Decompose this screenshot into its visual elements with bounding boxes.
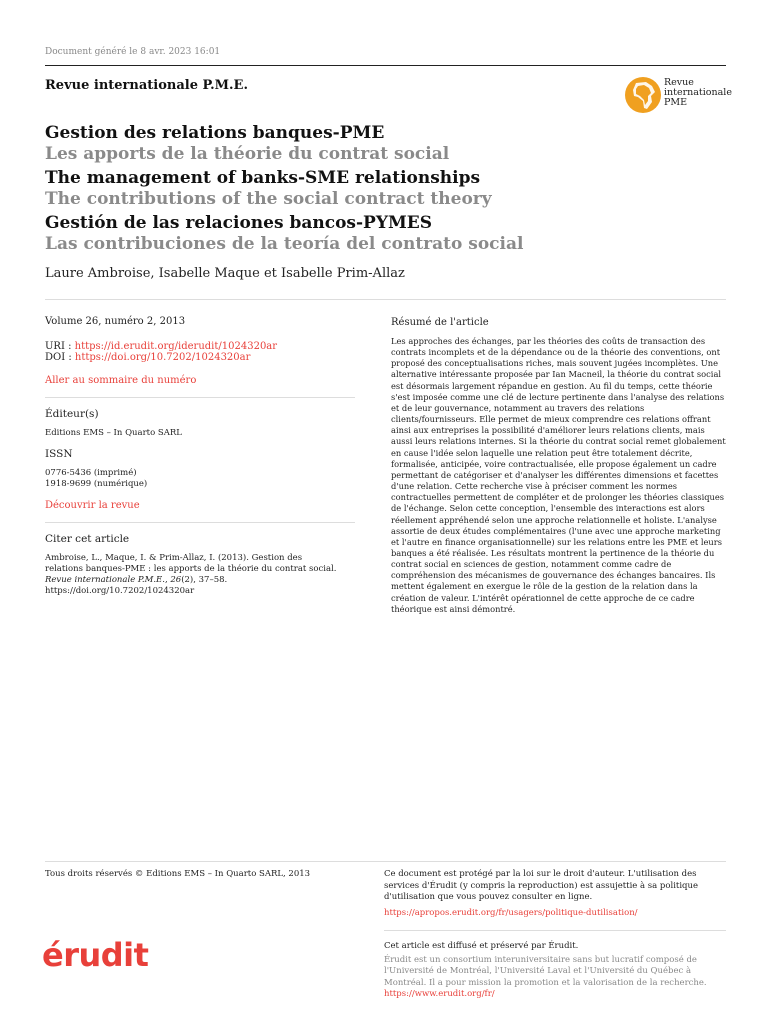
title-fr: Gestion des relations banques-PME [45, 123, 385, 143]
article-info [45, 316, 355, 597]
footer-rule-right [384, 930, 726, 931]
subtitle-fr: Les apports de la théorie du contrat social [45, 144, 450, 164]
citation: Ambroise, L., Maque, I. & Prim-Allaz, I. (2013). Gestion des relations banques-PME : les apports de la théorie du contrat social. Revue internationale P.M.E., 26(2), 37–58. https://doi.org/10.7202/1024320ar [45, 553, 337, 596]
title-en: The management of banks-SME relationships [45, 168, 481, 188]
rights-notice: Tous droits réservés © Editions EMS – In Quarto SARL, 2013 [45, 869, 311, 879]
doi-link[interactable]: https://doi.org/10.7202/1024320ar [74, 352, 251, 363]
abstract-section [391, 317, 729, 615]
doi-line: DOI : https://doi.org/10.7202/1024320ar [45, 352, 251, 363]
uri-line: URI : https://id.erudit.org/iderudit/1024320ar [45, 341, 278, 352]
header-rule [45, 65, 726, 66]
discover-link[interactable]: Découvrir la revue [45, 500, 140, 511]
issn-print: 0776-5436 (imprimé) [45, 468, 137, 478]
divider [45, 522, 355, 523]
erudit-logo: érudit [42, 936, 149, 974]
generated-date: Document généré le 8 avr. 2023 16:01 [45, 47, 221, 57]
divider [45, 397, 355, 398]
publisher-label: Éditeur(s) [45, 408, 99, 420]
issn-online: 1918-9699 (numérique) [45, 479, 148, 489]
erudit-notice: Cet article est diffusé et préservé par Érudit. Érudit est un consortium interuniversitaire sans but lucratif composé de l'Université de Montréal, l'Université Laval et l'Université du Québec à Montréal. Il a pour mission la promotion et la valorisation de la recherche. https://www.erudit.org/fr/ [384, 941, 729, 1001]
title-es: Gestión de las relaciones bancos-PYMES [45, 213, 433, 233]
cite-label: Citer cet article [45, 533, 130, 545]
volume-info: Volume 26, numéro 2, 2013 [45, 316, 186, 327]
publisher-name: Editions EMS – In Quarto SARL [45, 428, 182, 438]
abstract-text: Les approches des échanges, par les théories des coûts de transaction des contrats incomplets et de la dépendance ou de la théorie des conventions, ont proposé des conceptualisations riches, mais souvent jugées incomplètes. Une alternative intéressante proposée par Ian Macneil, la théorie du contrat social est désormais largement répandue en gestion. Au fil du temps, cette théorie s'est imposée comme une clé de lecture pertinente dans l'analyse des relations et de leur gouvernance, notamment au travers des relations clients/fournisseurs. Elle permet de mieux comprendre ces relations offrant ainsi aux entreprises la possibilité d'améliorer leurs relations clients, mais aussi leurs relations internes. Si la théorie du contrat social remet globalement en cause l'idée selon laquelle une relation peut être totalement décrite, formalisée, anticipée, voire contractualisée, elle propose également un cadre permettant de catégoriser et d'analyser les différentes dimensions et facettes d'une relation. Cette recherche vise à préciser comment les normes contractuelles permettent de compléter et de prolonger les théories classiques de l'échange. Selon cette conception, l'ensemble des interactions est alors réellement appréhendé selon une approche relationnelle et holiste. L'analyse assortie de deux études complémentaires (l'une avec une approche marketing et l'autre en finance organisationnelle) sur les relations entre les PME et leurs banques a été réalisée. Les résultats montrent la pertinence de la théorie du contrat social en sciences de gestion, notamment comme cadre de compréhension des mécanismes de gouvernance des échanges bancaires. Ils mettent également en exergue le rôle de la gestion de la relation dans la création de valeur. L'intérêt opérationnel de cette approche de ce cadre théorique est ainsi démontré. [391, 336, 726, 614]
abstract-label: Résumé de l'article [391, 317, 489, 328]
toc-link[interactable]: Aller au sommaire du numéro [45, 375, 197, 386]
journal-name: Revue internationale P.M.E. [45, 78, 248, 93]
footer-rule [45, 861, 726, 862]
subtitle-es: Las contribuciones de la teoría del contrato social [45, 234, 524, 254]
logo-text: Revue internationale PME [664, 77, 732, 108]
title-block [45, 123, 705, 258]
authors-rule [45, 299, 726, 300]
copyright-notice: Ce document est protégé par la loi sur le droit d'auteur. L'utilisation des services d'Érudit (y compris la reproduction) est assujettie à sa politique d'utilisation que vous pouvez consulter en ligne. https://apropos.erudit.org/fr/usagers/politique-dutilisation/ [384, 869, 729, 919]
issn-label: ISSN [45, 448, 73, 460]
diffused-text: Cet article est diffusé et préservé par Érudit. [384, 941, 579, 951]
authors: Laure Ambroise, Isabelle Maque et Isabelle Prim-Allaz [45, 266, 405, 281]
erudit-link[interactable]: https://www.erudit.org/fr/ [384, 989, 495, 999]
africa-globe-icon [624, 74, 664, 116]
journal-logo [624, 74, 734, 118]
subtitle-en: The contributions of the social contract theory [45, 189, 492, 209]
policy-link[interactable]: https://apropos.erudit.org/fr/usagers/politique-dutilisation/ [384, 907, 638, 918]
uri-link[interactable]: https://id.erudit.org/iderudit/1024320ar [74, 341, 278, 352]
